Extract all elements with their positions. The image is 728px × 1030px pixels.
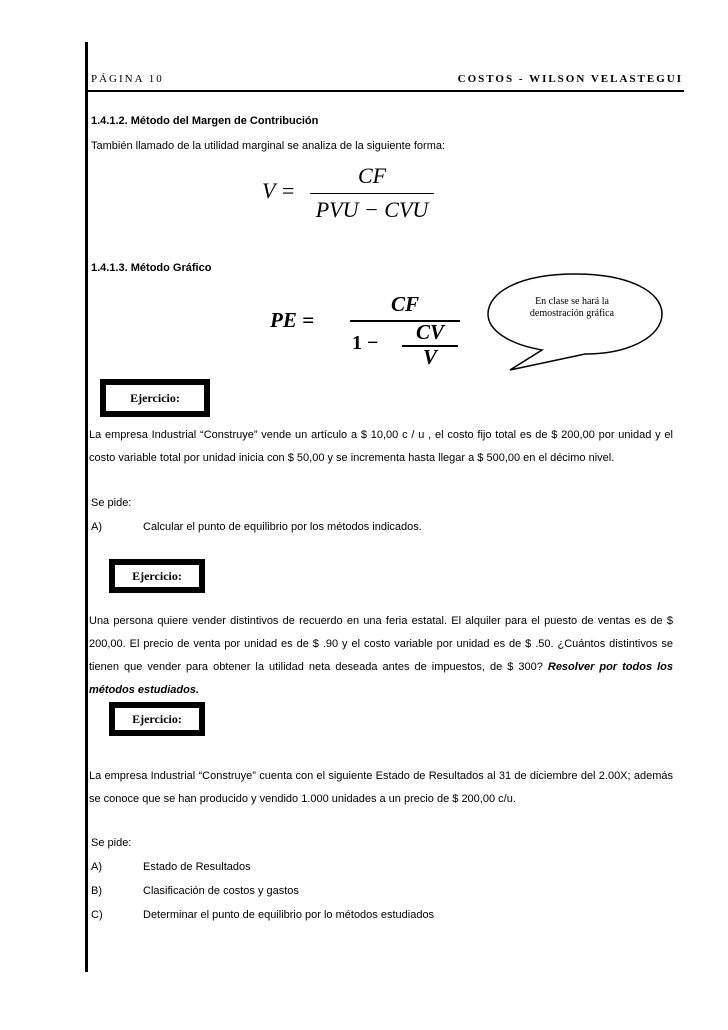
exercise-2-emphasis: Resolver por todos los métodos estudiados. [89,661,673,696]
formula1-fraction-bar [310,193,434,194]
item-text: Calcular el punto de equilibrio por los métodos indicados. [143,521,422,533]
item-text: Determinar el punto de equilibrio por lo métodos estudiados [143,909,435,921]
formula1-numerator: CF [357,163,387,188]
margin-vertical-rule [85,42,88,972]
speech-bubble [480,270,670,380]
item-label: A) [91,521,102,533]
formula2-numerator: CF [390,292,419,316]
section-heading-graphic-method: 1.4.1.3. Método Gráfico [91,262,212,274]
exercise-3-item-b [91,885,299,897]
section-heading-contribution-margin: 1.4.1.2. Método del Margen de Contribución [91,115,319,127]
exercise-2-text [89,610,673,702]
exercise-box-1: Ejercicio: [100,379,210,417]
formula2-lhs: PE = [270,308,315,332]
speech-bubble-text: En clase se hará la demostración gráfica [529,296,615,319]
item-text: Clasificación de costos y gastos [143,885,299,897]
page-number: PÁGINA 10 [91,73,164,85]
exercise-1-text: La empresa Industrial “Construye” vende un artículo a $ 10,00 c / u , el costo fijo total es de $ 200,00 por unidad y el costo variable total por unidad inicia con $ 50,00 y se incrementa hasta llegar a $ 500,00 en el décimo nivel. [89,429,673,464]
exercise-box-3: Ejercicio: [109,702,205,736]
header-rule [88,90,684,92]
formula2-one-minus: 1 − [352,332,379,354]
exercise-box-2: Ejercicio: [109,559,205,593]
exercise-1-ask: Se pide: [91,497,132,509]
exercise-3-text: La empresa Industrial “Construye” cuenta con el siguiente Estado de Resultados al 31 de diciembre del 2.00X; además se conoce que se han producido y vendido 1.000 unidades a un precio de $ 200,00 c/u. [89,770,673,805]
running-title: COSTOS - WILSON VELASTEGUI [457,73,683,85]
exercise-3-ask: Se pide: [91,837,132,849]
exercise-1-item-a [91,521,422,533]
exercise-3-item-a [91,861,251,873]
exercise-3-item-c [91,909,434,921]
item-label: B) [91,885,102,897]
section-intro: También llamado de la utilidad marginal se analiza de la siguiente forma: [91,140,446,152]
item-text: Estado de Resultados [143,861,251,873]
formula2-inner-numerator: CV [415,320,444,344]
formula1-lhs: V = [262,178,296,203]
item-label: C) [91,909,103,921]
exercise-2-body: Una persona quiere vender distintivos de recuerdo en una feria estatal. El alquiler para el puesto de ventas es de $ 200,00. El precio de venta por unidad es de $ .90 y el costo variable por unidad es de $ .50. ¿Cuántos distintivos se tienen que vender para obtener la utilidad neta deseada antes de impuestos, de $ 300? [89,615,673,673]
formula2-inner-denominator: V [422,345,437,369]
formula1-denominator: PVU − CVU [315,197,429,222]
item-label: A) [91,861,102,873]
